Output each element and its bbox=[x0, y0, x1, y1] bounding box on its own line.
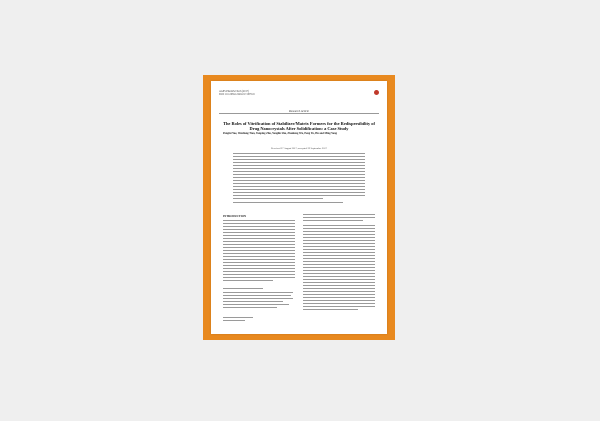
publisher-logo-icon bbox=[374, 90, 379, 95]
author-list: Pengfei Yue, Wenliang Tian, Yanping Zhu, Yonglin Shu, Zhenfeng Wu, Peng Yu, Hu and Ming Yang bbox=[223, 132, 337, 135]
document-page bbox=[211, 81, 387, 334]
journal-line-1: AAPS PharmSciTech (2017) bbox=[219, 90, 249, 93]
paper-title: The Roles of Vitrification of Stabilizer/Matrix Formers for the Redispersibility of Drug Nanocrystals After Solidification: a Case Study bbox=[223, 121, 375, 132]
received-dates: Received 27 August 2017; accepted 29 September 2017 bbox=[271, 147, 327, 150]
section-type: Research Article bbox=[289, 109, 309, 113]
header-rule bbox=[219, 113, 379, 114]
introduction-heading: INTRODUCTION bbox=[223, 214, 247, 218]
journal-line-2: DOI: 10.1208/s12249-017-0870-9 bbox=[219, 93, 255, 96]
footnote-rule bbox=[223, 288, 263, 289]
